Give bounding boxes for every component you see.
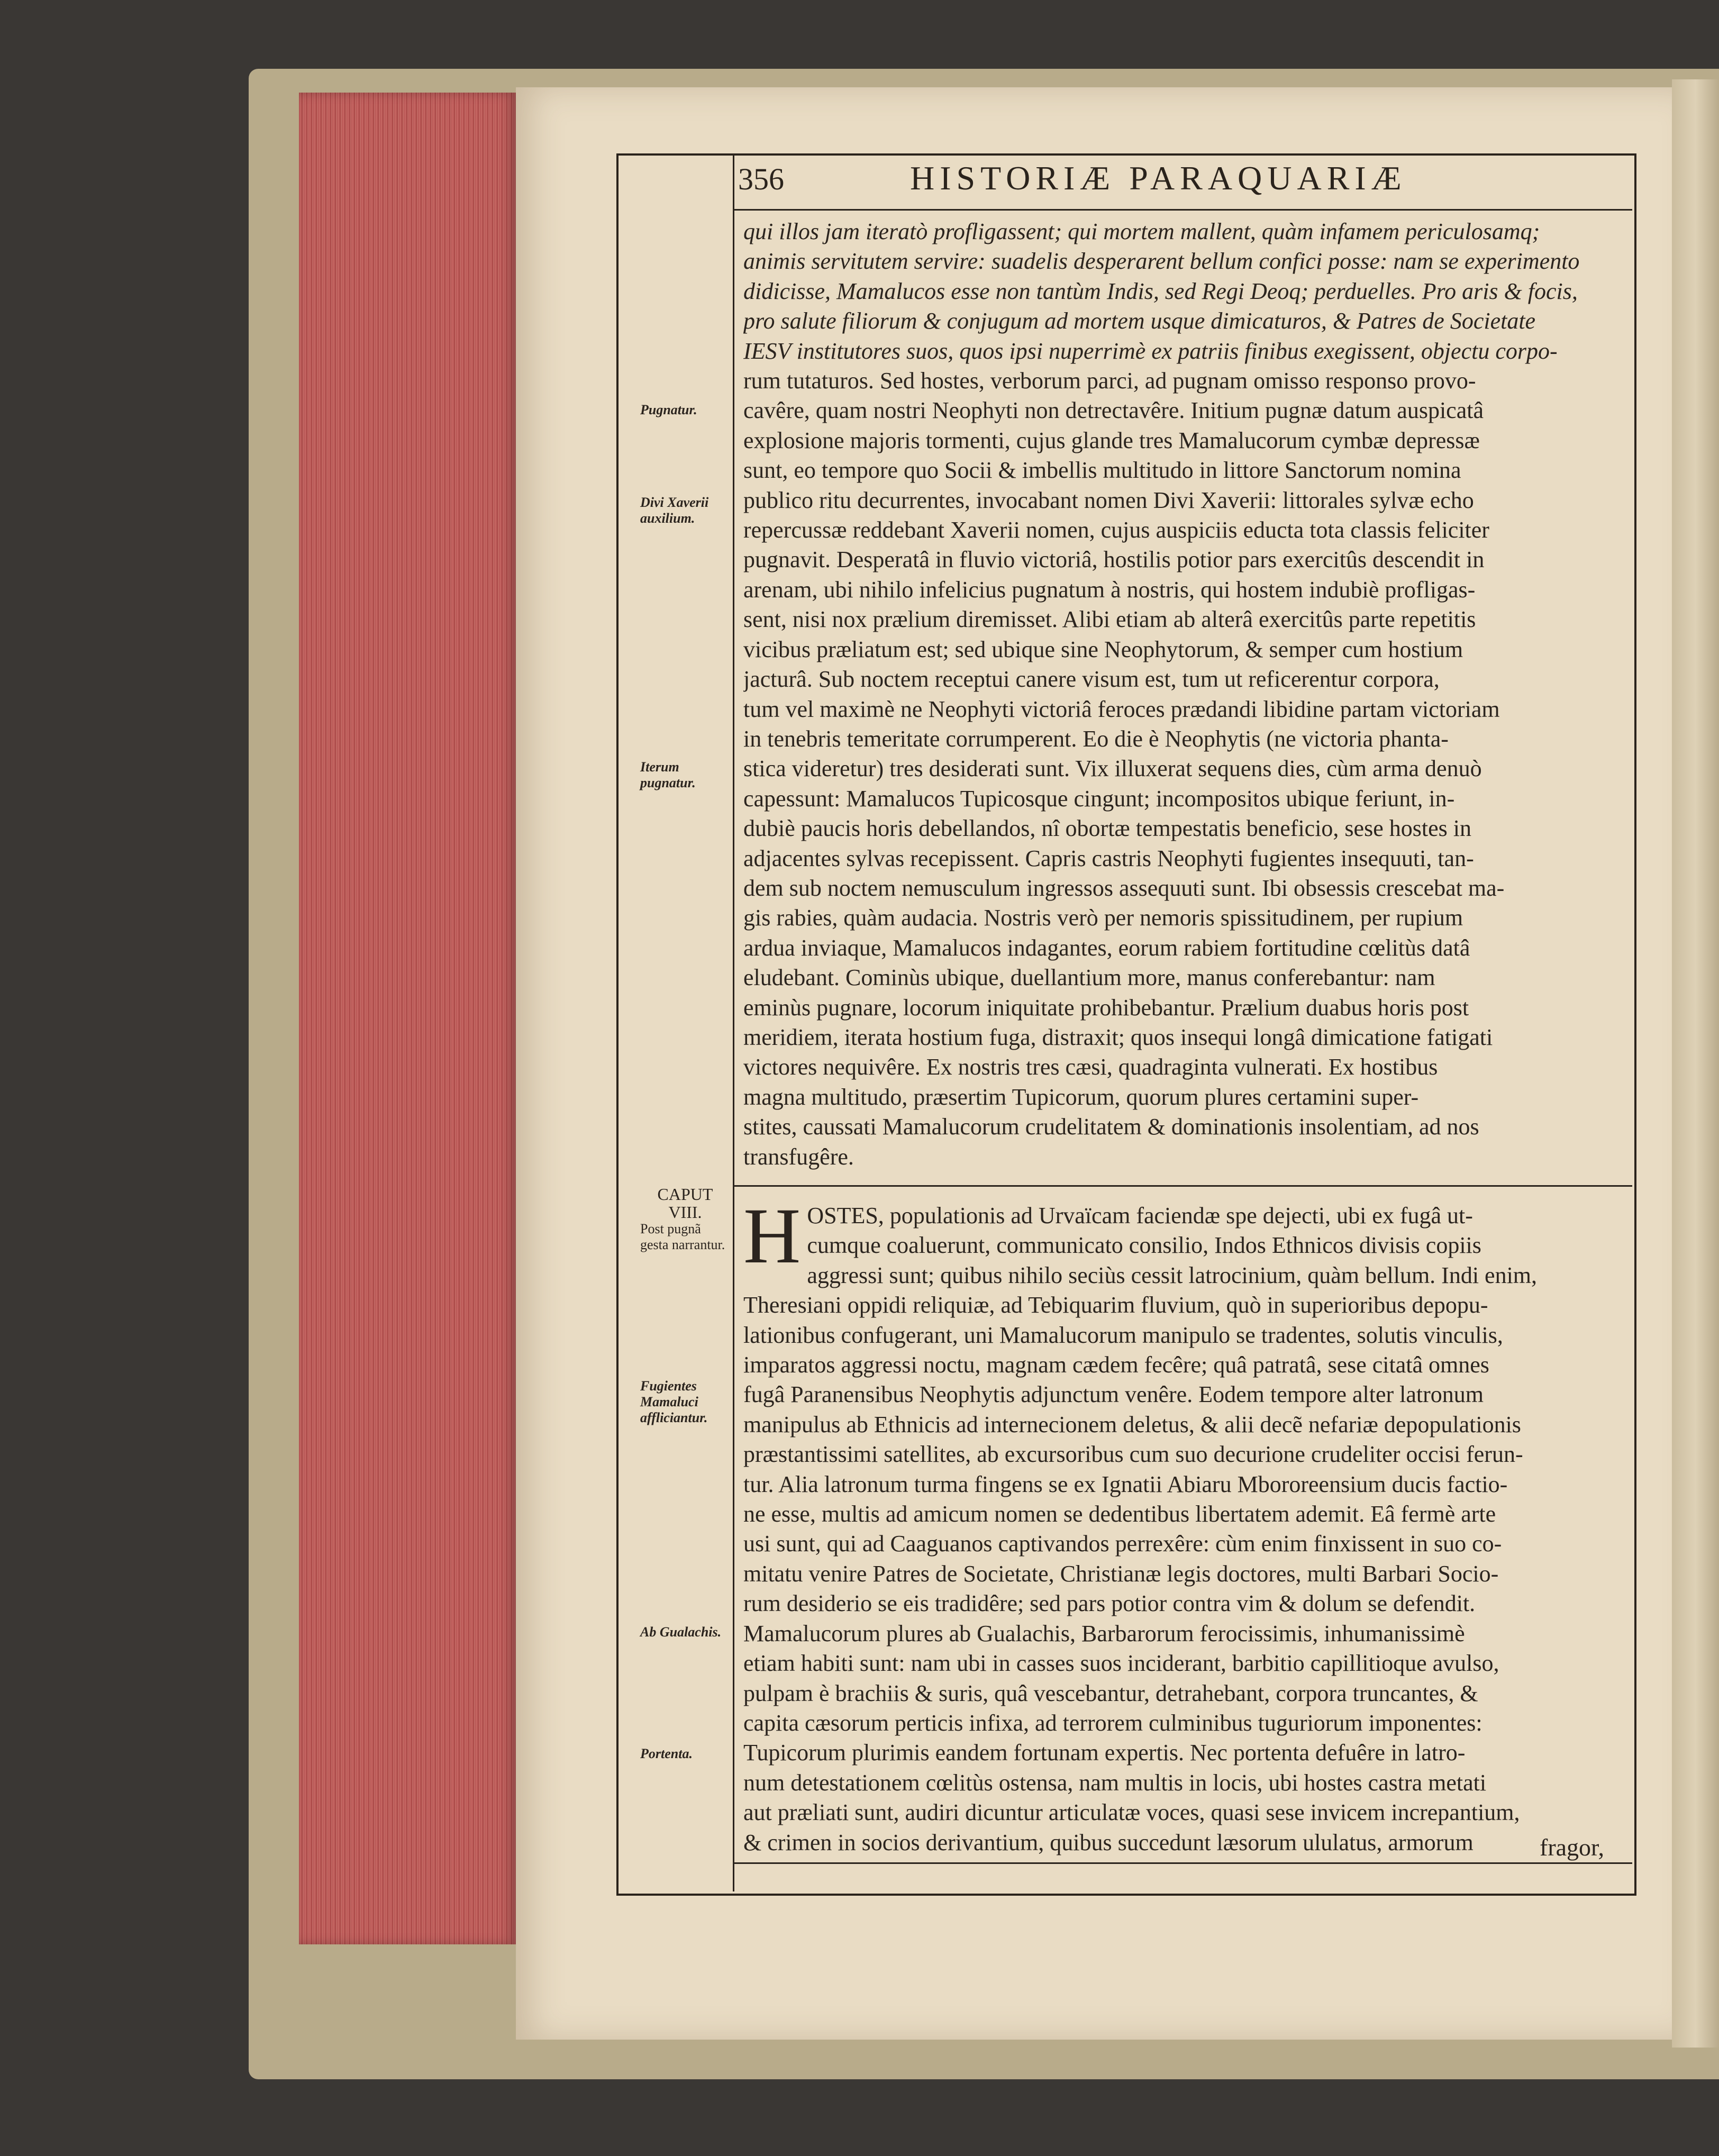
section-rule [733, 1185, 1632, 1187]
page-edges [299, 93, 516, 1944]
sidenote-divi-xaverii: Divi Xaverii auxilium. [640, 495, 709, 526]
chapter-subtitle: Post pugnã gesta narrantur. [640, 1221, 725, 1252]
chapter-title: CAPUT [657, 1185, 713, 1204]
drop-cap: H [743, 1192, 801, 1280]
text-line: tur. Alia latronum turma fingens se ex Ignatii Abiaru Mbororeensium ducis factio- [743, 1471, 1508, 1497]
bottom-rule [733, 1862, 1632, 1864]
catchword: fragor, [1540, 1834, 1605, 1861]
text-line: Theresiani oppidi reliquiæ, ad Tebiquarim fluvium, quò in superioribus depopu- [743, 1292, 1488, 1318]
text-line: publico ritu decurrentes, invocabant nomen Divi Xaverii: littorales sylvæ echo [743, 487, 1474, 513]
chapter-number: VIII. [668, 1203, 702, 1222]
chapter-heading [640, 1185, 730, 1253]
text-line: ardua inviaque, Mamalucos indagantes, eorum rabiem fortitudine cœlitùs datâ [743, 934, 1470, 961]
page-number: 356 [738, 162, 784, 196]
text-line: victores nequivêre. Ex nostris tres cæsi, quadraginta vulnerati. Ex hostibus [743, 1054, 1438, 1080]
text-line: stites, caussati Mamalucorum crudelitatem & dominationis insolentiam, ad nos [743, 1114, 1479, 1140]
paragraph-2 [743, 1192, 1624, 1858]
text-line: fugâ Paranensibus Neophytis adjunctum venêre. Eodem tempore alter latronum [743, 1381, 1484, 1408]
text-line: num detestationem cœlitùs ostensa, nam multis in locis, ubi hostes castra metati [743, 1769, 1487, 1796]
text-line: dem sub noctem nemusculum ingressos assequuti sunt. Ibi obsessis crescebat ma- [743, 875, 1505, 901]
sidenote-portenta: Portenta. [640, 1746, 693, 1761]
text-line: eludebant. Cominùs ubique, duellantium more, manus conferebantur: nam [743, 965, 1435, 991]
text-line: Mamalucorum plures ab Gualachis, Barbarorum ferocissimis, inhumanissimè [743, 1620, 1465, 1646]
text-line: meridiem, iterata hostium fuga, distraxit; quos insequi longâ dimicatione fatigati [743, 1024, 1493, 1050]
text-line: sent, nisi nox prælium diremisset. Alibi etiam ab alterâ exercitûs parte repetitis [743, 606, 1476, 633]
paragraph-1 [743, 217, 1624, 1172]
text-line: rum tutaturos. Sed hostes, verborum parci, ad pugnam omisso responso provo- [743, 368, 1476, 394]
text-line: pulpam è brachiis & suris, quâ vescebantur, detrahebant, corpora truncantes, & [743, 1680, 1478, 1706]
text-line: stica videretur) tres desiderati sunt. Vix illuxerat sequens dies, cùm arma denuò [743, 756, 1482, 782]
text-line: OSTES, populationis ad Urvaïcam faciendæ spe dejecti, ubi ex fugâ ut- [807, 1203, 1473, 1229]
text-line: mitatu venire Patres de Societate, Christianæ legis doctores, multi Barbari Socio- [743, 1560, 1499, 1587]
text-line: gis rabies, quàm audacia. Nostris verò per nemoris spissitudinem, per rupium [743, 905, 1463, 931]
text-line: tum vel maximè ne Neophyti victoriâ feroces prædandi libidine partam victoriam [743, 696, 1500, 722]
text-line: animis servitutem servire: suadelis desperarent bellum confici posse: nam se experimento [743, 248, 1580, 275]
text-line: cumque coaluerunt, communicato consilio, Indos Ethnicos divisis copiis [807, 1232, 1481, 1259]
text-line: IESV institutores suos, quos ipsi nuperrimè ex patriis finibus exegissent, objectu corpo- [743, 338, 1558, 364]
text-line: explosione majoris tormenti, cujus glande tres Mamalucorum cymbæ depressæ [743, 427, 1480, 453]
text-line: Tupicorum plurimis eandem fortunam expertis. Nec portenta defuêre in latro- [743, 1740, 1466, 1766]
text-line: didicisse, Mamalucos esse non tantùm Indis, sed Regi Deoq; perduelles. Pro aris & focis, [743, 278, 1578, 304]
sidenote-fugientes: Fugientes Mamaluci affliciantur. [640, 1378, 708, 1425]
text-line: & crimen in socios derivantium, quibus succedunt læsorum ululatus, armorum [743, 1829, 1474, 1855]
text-line: imparatos aggressi noctu, magnam cædem fecêre; quâ patratâ, sese citatâ omnes [743, 1352, 1489, 1378]
text-line: magna multitudo, præsertim Tupicorum, quorum plures certamini super- [743, 1084, 1419, 1110]
text-line: eminùs pugnare, locorum iniquitate prohibebantur. Prælium duabus horis post [743, 994, 1469, 1021]
text-line: aggressi sunt; quibus nihilo seciùs cessit latrocinium, quàm bellum. Indi enim, [807, 1262, 1538, 1288]
text-line: arenam, ubi nihilo infelicius pugnatum à nostris, qui hostem indubiè profligas- [743, 576, 1476, 603]
facing-page-edge [1672, 79, 1719, 2048]
text-line: transfugêre. [743, 1143, 854, 1170]
running-head: HISTORIÆ PARAQUARIÆ [910, 159, 1407, 197]
text-line: capita cæsorum perticis infixa, ad terrorem culminibus tuguriorum imponentes: [743, 1709, 1482, 1736]
margin-column-rule [733, 153, 734, 1891]
text-line: qui illos jam iteratò profligassent; qui mortem mallent, quàm infamem periculosamq; [743, 219, 1540, 244]
header-rule [733, 209, 1632, 211]
text-line: etiam habiti sunt: nam ubi in casses suos inciderant, barbitio capillitioque avulso, [743, 1650, 1499, 1677]
sidenote-pugnatur: Pugnatur. [640, 402, 697, 417]
text-line: sunt, eo tempore quo Socii & imbellis multitudo in littore Sanctorum nomina [743, 457, 1461, 484]
text-line: dubiè paucis horis debellandos, nî obortæ tempestatis beneficio, sese hostes in [743, 815, 1471, 842]
text-line: usi sunt, qui ad Caaguanos captivandos perrexêre: cùm enim finxissent in suo co- [743, 1531, 1502, 1557]
text-line: in tenebris temeritate corrumperent. Eo die è Neophytis (ne victoria phanta- [743, 725, 1449, 752]
text-line: aut præliati sunt, audiri dicuntur articulatæ voces, quasi sese invicem increpantium, [743, 1799, 1520, 1826]
text-line: adjacentes sylvas recepissent. Capris castris Neophyti fugientes insequuti, tan- [743, 845, 1474, 871]
text-line: rum desiderio se eis tradidêre; sed pars potior contra vim & dolum se defendit. [743, 1590, 1476, 1617]
text-line: repercussæ reddebant Xaverii nomen, cujus auspiciis educta tota classis feliciter [743, 517, 1489, 543]
text-line: ne esse, multis ad amicum nomen se dedentibus libertatem ademit. Eâ fermè arte [743, 1501, 1496, 1527]
text-line: vicibus præliatum est; sed ubique sine Neophytorum, & semper cum hostium [743, 636, 1463, 662]
text-line: manipulus ab Ethnicis ad internecionem deletus, & alii decẽ nefariæ depopulationis [743, 1411, 1521, 1438]
sidenote-ab-gualachis: Ab Gualachis. [640, 1624, 722, 1640]
text-line: pro salute filiorum & conjugum ad mortem usque dimicaturos, & Patres de Societate [743, 308, 1536, 334]
text-line: cavêre, quam nostri Neophyti non detrectavêre. Initium pugnæ datum auspicatâ [743, 397, 1484, 424]
text-line: jacturâ. Sub noctem receptui canere visum est, tum ut reficerentur corpora, [743, 666, 1440, 693]
text-line: præstantissimi satellites, ab excursoribus cum suo decurione crudeliter occisi ferun- [743, 1441, 1523, 1468]
text-line: capessunt: Mamalucos Tupicosque cingunt; incompositos ubique feriunt, in- [743, 785, 1455, 812]
text-line: pugnavit. Desperatâ in fluvio victoriâ, hostilis potior pars exercitûs descendit in [743, 547, 1485, 573]
text-line: lationibus confugerant, uni Mamalucorum manipulo se tradentes, solutis vinculis, [743, 1322, 1503, 1348]
sidenote-iterum: Iterum pugnatur. [640, 759, 696, 790]
